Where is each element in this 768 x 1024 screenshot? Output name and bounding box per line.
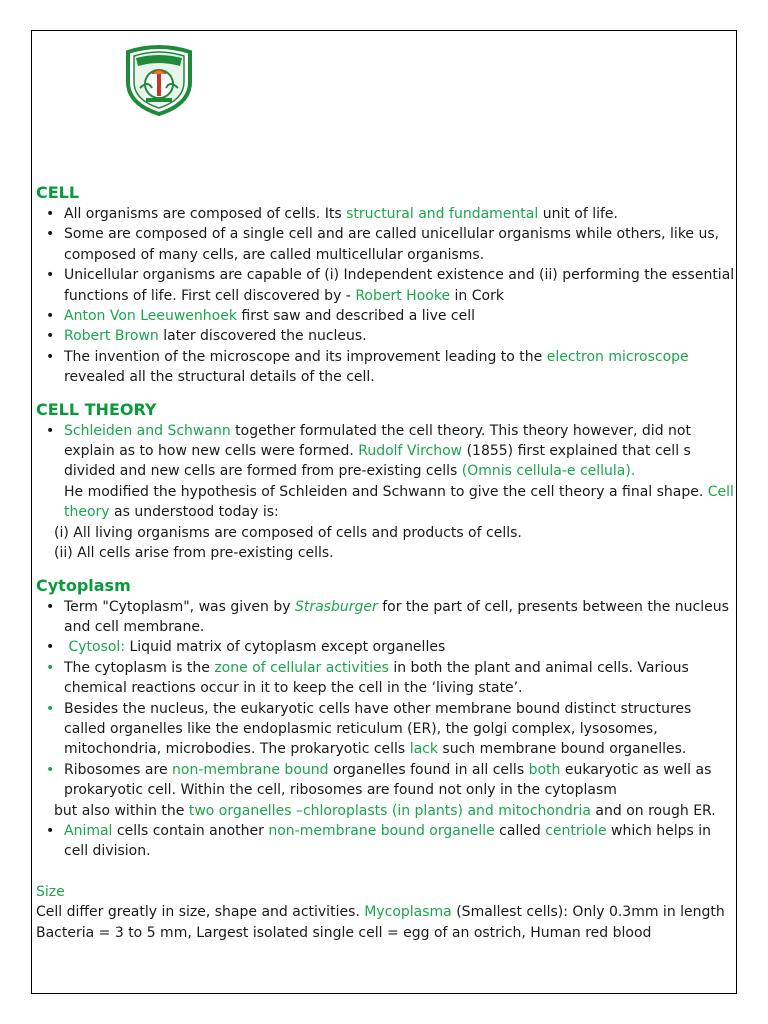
list-item: • Some are composed of a single cell and are called unicellular organisms while others, like us, composed of many cells, are called multicellular organisms. xyxy=(64,224,736,265)
list-item: • Anton Von Leeuwenhoek first saw and described a live cell xyxy=(64,306,736,326)
ribosome-continuation: but also within the two organelles –chloroplasts (in plants) and mitochondria and on rough ER. xyxy=(54,802,716,819)
cytoplasm-section xyxy=(36,575,736,862)
size-heading: Size xyxy=(36,883,65,900)
list-item: • All organisms are composed of cells. Its structural and fundamental unit of life. xyxy=(64,204,736,224)
cell-theory-section xyxy=(36,399,736,564)
size-section xyxy=(36,882,736,943)
list-item: • Robert Brown later discovered the nucleus. xyxy=(64,326,736,346)
cell-theory-heading: CELL THEORY xyxy=(36,399,157,419)
list-item: • Cytosol: Liquid matrix of cytoplasm except organelles xyxy=(64,637,736,657)
list-item: • Term "Cytoplasm", was given by Strasburger for the part of cell, presents between the nucleus and cell membrane. xyxy=(64,597,736,638)
cell-list xyxy=(36,204,736,388)
document-body xyxy=(36,182,736,943)
cell-section xyxy=(36,182,736,388)
school-crest-logo xyxy=(122,44,196,116)
cell-theory-paragraph: He modified the hypothesis of Schleiden and Schwann to give the cell theory a final shape. Cell theory as understood today is: xyxy=(64,483,734,521)
cell-theory-point-1: (i) All living organisms are composed of cells and products of cells. xyxy=(54,524,522,541)
cell-heading: CELL xyxy=(36,183,80,202)
list-item: • Animal cells contain another non-membrane bound organelle called centriole which helps in cell division. xyxy=(64,821,736,862)
list-item: • Besides the nucleus, the eukaryotic cells have other membrane bound distinct structures called organelles like the endoplasmic reticulum (ER), the golgi complex, lysosomes, mitochondria, microbodies. The prokaryotic cells lack such membrane bound organelles. xyxy=(64,699,736,760)
list-item: • The invention of the microscope and its improvement leading to the electron microscope revealed all the structural details of the cell. xyxy=(64,347,736,388)
list-item: • Ribosomes are non-membrane bound organelles found in all cells both eukaryotic as well as prokaryotic cell. Within the cell, ribosomes are found not only in the cytoplasm but also within the two organelles –chloroplasts (in plants) and mitochondria and on rough ER. xyxy=(64,760,736,821)
list-item: • The cytoplasm is the zone of cellular activities in both the plant and animal cells. Various chemical reactions occur in it to keep the cell in the ‘living state’. xyxy=(64,658,736,699)
cytoplasm-heading: Cytoplasm xyxy=(36,575,131,595)
list-item: • Schleiden and Schwann together formulated the cell theory. This theory however, did not explain as to how new cells were formed. Rudolf Virchow (1855) first explained that cell s divided and new cells are formed from pre-existing cells (Omnis cellula-e cellula). He modified the hypothesis of Schleiden and Schwann to give the cell theory a final shape. Cell theory as understood today is: xyxy=(64,421,736,523)
size-paragraph: Cell differ greatly in size, shape and activities. Mycoplasma (Smallest cells): Only 0.3mm in length Bacteria = 3 to 5 mm, Largest isolated single cell = egg of an ostrich, Human red blood xyxy=(36,904,725,941)
cell-theory-list xyxy=(36,421,736,523)
list-item: • Unicellular organisms are capable of (i) Independent existence and (ii) performing the essential functions of life. First cell discovered by - Robert Hooke in Cork xyxy=(64,265,736,306)
cytoplasm-list xyxy=(36,597,736,862)
cell-theory-point-2: (ii) All cells arise from pre-existing cells. xyxy=(54,545,334,562)
